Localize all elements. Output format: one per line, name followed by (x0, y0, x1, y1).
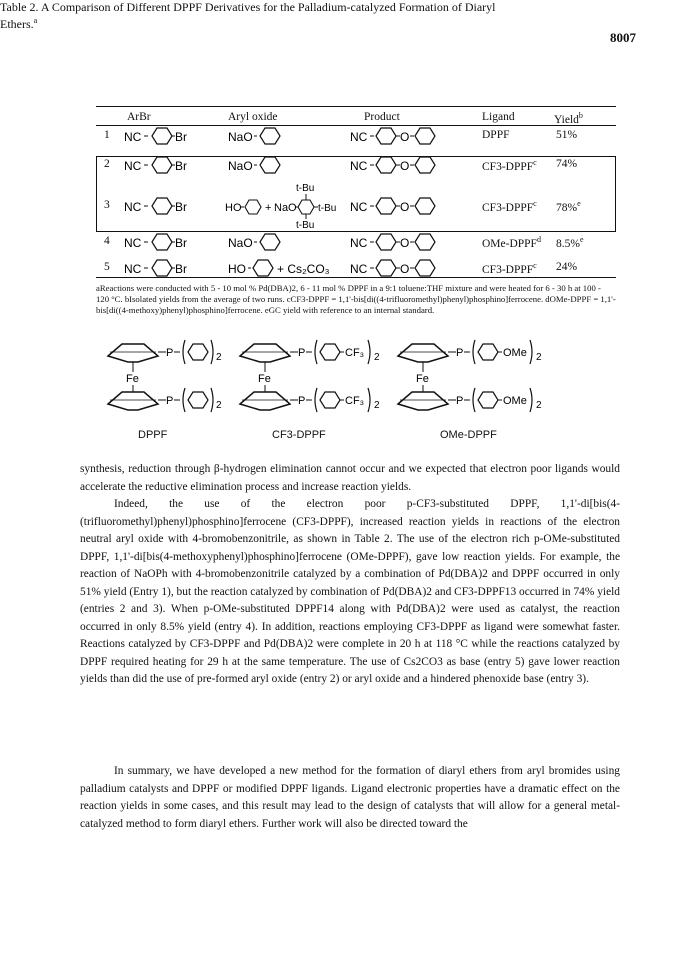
yield-sup: e (577, 199, 581, 208)
sub2-label: 2 (216, 400, 222, 411)
br-label: Br (175, 200, 187, 214)
yield-value: 74% (556, 158, 578, 170)
nc-label: NC (124, 262, 142, 276)
nao-label: NaO (274, 202, 297, 214)
aryl-oxide-structure (228, 258, 338, 278)
entry-number: 2 (104, 158, 110, 170)
product-structure (350, 258, 440, 278)
ligand-cell (482, 158, 537, 173)
yield-cell (556, 235, 584, 250)
header-yield-sup: b (578, 111, 583, 120)
cf3-dppf-label: CF3-DPPF (272, 429, 326, 441)
product-structure (350, 232, 440, 252)
ome-dppf-label: OMe-DPPF (440, 429, 497, 441)
ligand-name: CF3-DPPF (482, 201, 534, 214)
tbu-label: t-Bu (296, 183, 315, 194)
ligand-name: DPPF (482, 129, 510, 141)
ligand-sup: c (533, 158, 537, 167)
product-structure (350, 196, 440, 216)
o-label: O (400, 236, 410, 250)
ligand-sup: c (533, 261, 537, 270)
nao-label: NaO (228, 236, 253, 250)
br-label: Br (175, 159, 187, 173)
ligand-sup: c (533, 199, 537, 208)
sub2-label: 2 (216, 352, 222, 363)
yield-value: 51% (556, 129, 578, 141)
header-ligand: Ligand (482, 111, 515, 123)
nc-label: NC (350, 262, 368, 276)
paragraph-text: Indeed, the use of the electron poor p-CF3-substituted DPPF, 1,1'-di[bis(4-(trifluoromethyl)phenyl)phosphino]ferrocene (CF3-DPPF), increased reaction yields in reactions of the electron neutral aryl oxide with 4-bromobenzonitrile, as shown in Table 2. The use of the electron rich p-OMe-substituted DPPF, 1,1'-di[bis(4-methoxyphenyl)phosphino]ferrocene (OMe-DPPF), gave low reaction yields. For example, the reaction of NaOPh with 4-bromobenzonitrile catalyzed by a combination of Pd(DBA)2 and DPPF occurred in only 51% yield (Entry 1), but the reaction catalyzed by combination of Pd(DBA)2 and CF3-DPPF13 occurred in 74% yield (entries 2 and 3). When p-OMe-substituted DPPF14 along with Pd(DBA)2 were used as catalyst, the reaction occurred in only 8.5% yield (entry 4). In addition, reactions employing CF3-DPPF as ligand were somewhat faster. Reactions catalyzed by CF3-DPPF and Pd(DBA)2 were complete in 20 h at 118 °C while the reactions catalyzed by DPPF required heating for 29 h at the same temperature. The use of Cs2CO3 as base (entry 5) gave lower reaction yields than did the use of pre-formed aryl oxide (entry 2) or aryl oxide and a hindered phenoxide base (entry 3). (80, 498, 620, 685)
ligand-name: CF3-DPPF (482, 160, 534, 173)
paragraph-text: In summary, we have developed a new method for the formation of diaryl ethers from aryl bromides using palladium catalysts and DPPF or modified DPPF ligands. Ligand electronic properties have a dramatic effect on the reaction yields in some cases, and this result may lead to the design of catalysts that will allow for a general metal-catalyzed method to form diaryl ethers. Further work will also be directed toward the (80, 765, 620, 830)
tbu-label: t-Bu (296, 220, 315, 231)
cf3-label: CF₃ (345, 347, 365, 359)
nc-label: NC (350, 130, 368, 144)
ome-label: OMe (503, 395, 527, 407)
product-structure (350, 155, 440, 175)
body-paragraph-1 (80, 461, 620, 496)
ligand-cell (482, 261, 537, 276)
dppf-label: DPPF (138, 429, 168, 441)
o-label: O (400, 159, 410, 173)
header-product: Product (364, 111, 400, 123)
fe-label: Fe (416, 373, 429, 385)
ligand-name: OMe-DPPF (482, 237, 537, 250)
o-label: O (400, 200, 410, 214)
entry-number: 5 (104, 261, 110, 273)
nao-label: NaO (228, 159, 253, 173)
br-label: Br (175, 130, 187, 144)
entry-number: 4 (104, 235, 110, 247)
yield-value: 78% (556, 201, 578, 214)
ome-label: OMe (503, 347, 527, 359)
page-number: 8007 (610, 30, 636, 45)
table-footnote: aReactions were conducted with 5 - 10 mol % Pd(DBA)2, 6 - 11 mol % DPPF in a 9:1 toluene:THF mixture and were heated for 6 - 30 h at 100 - 120 °C. bIsolated yields from the average of two runs. cCF3-DPPF = 1,1'-bis[di((4-trifluoromethyl)phenyl)phosphino]ferrocene. dOMe-DPPF = 1,1'-bis[di((4-methoxy)phenyl)phosphino]ferrocene. eGC yield with reference to an internal standard. (96, 283, 616, 315)
ome-dppf-structure (398, 340, 542, 412)
aryl-oxide-structure (228, 232, 288, 252)
nao-label: NaO (228, 130, 253, 144)
table-caption (0, 0, 520, 31)
sub2-label: 2 (536, 352, 542, 363)
br-label: Br (175, 236, 187, 250)
table-caption-text: Table 2. A Comparison of Different DPPF Derivatives for the Palladium-catalyzed Formation of Diaryl Ethers. (0, 0, 496, 31)
body-paragraph-2 (80, 496, 620, 689)
yield-cell (556, 199, 581, 214)
aryl-oxide-structure (228, 126, 288, 146)
nc-label: NC (350, 159, 368, 173)
fe-label: Fe (126, 373, 139, 385)
entry-number: 1 (104, 129, 110, 141)
sub2-label: 2 (374, 400, 380, 411)
sub2-label: 2 (536, 400, 542, 411)
nc-label: NC (124, 130, 142, 144)
o-label: O (400, 262, 410, 276)
tbu-label: t-Bu (318, 203, 337, 214)
sub2-label: 2 (374, 352, 380, 363)
header-yield (554, 111, 583, 126)
ligand-cell (482, 129, 510, 141)
yield-cell (556, 261, 577, 273)
nc-label: NC (350, 200, 368, 214)
body-paragraph-3 (80, 763, 620, 833)
ligand-cell (482, 235, 541, 250)
fe-label: Fe (258, 373, 271, 385)
cf3-label: CF₃ (345, 395, 365, 407)
cf3-dppf-structure (240, 340, 380, 412)
header-arbr: ArBr (127, 111, 151, 123)
table-top-rule (96, 106, 616, 107)
p-label: P (456, 395, 464, 407)
arbr-structure (124, 232, 187, 252)
p-label: P (298, 395, 306, 407)
ligand-name: CF3-DPPF (482, 263, 534, 276)
header-yield-text: Yield (554, 113, 579, 126)
ho-label: HO (228, 262, 246, 276)
arbr-structure (124, 126, 187, 146)
nc-label: NC (124, 236, 142, 250)
header-aryl-oxide: Aryl oxide (228, 111, 278, 123)
ligand-sup: d (536, 235, 541, 244)
yield-value: 24% (556, 261, 578, 273)
yield-sup: e (579, 235, 584, 244)
yield-cell (556, 158, 577, 170)
aryl-oxide-mixture-structure (225, 180, 347, 230)
yield-cell (556, 129, 577, 141)
o-label: O (400, 130, 410, 144)
nc-label: NC (124, 200, 142, 214)
cs2co3-label: + Cs₂CO₃ (277, 262, 330, 276)
p-label: P (166, 347, 174, 359)
ho-label: HO (225, 202, 242, 214)
plus-label: + (265, 202, 272, 214)
p-label: P (298, 347, 306, 359)
aryl-oxide-structure (228, 155, 288, 175)
product-structure (350, 126, 440, 146)
paragraph-text: synthesis, reduction through β-hydrogen elimination cannot occur and we expected that electron poor ligands would accelerate the reductive elimination process and increase reaction yields. (80, 463, 620, 493)
nc-label: NC (350, 236, 368, 250)
br-label: Br (175, 262, 187, 276)
yield-value: 8.5% (556, 237, 580, 250)
p-label: P (456, 347, 464, 359)
p-label: P (166, 395, 174, 407)
arbr-structure (124, 155, 187, 175)
ligand-structures-figure (88, 332, 628, 422)
ligand-cell (482, 199, 537, 214)
dppf-structure (108, 340, 222, 412)
nc-label: NC (124, 159, 142, 173)
entry-number: 3 (104, 199, 110, 211)
arbr-structure (124, 196, 187, 216)
table-caption-sup: a (33, 16, 38, 25)
arbr-structure (124, 258, 187, 278)
